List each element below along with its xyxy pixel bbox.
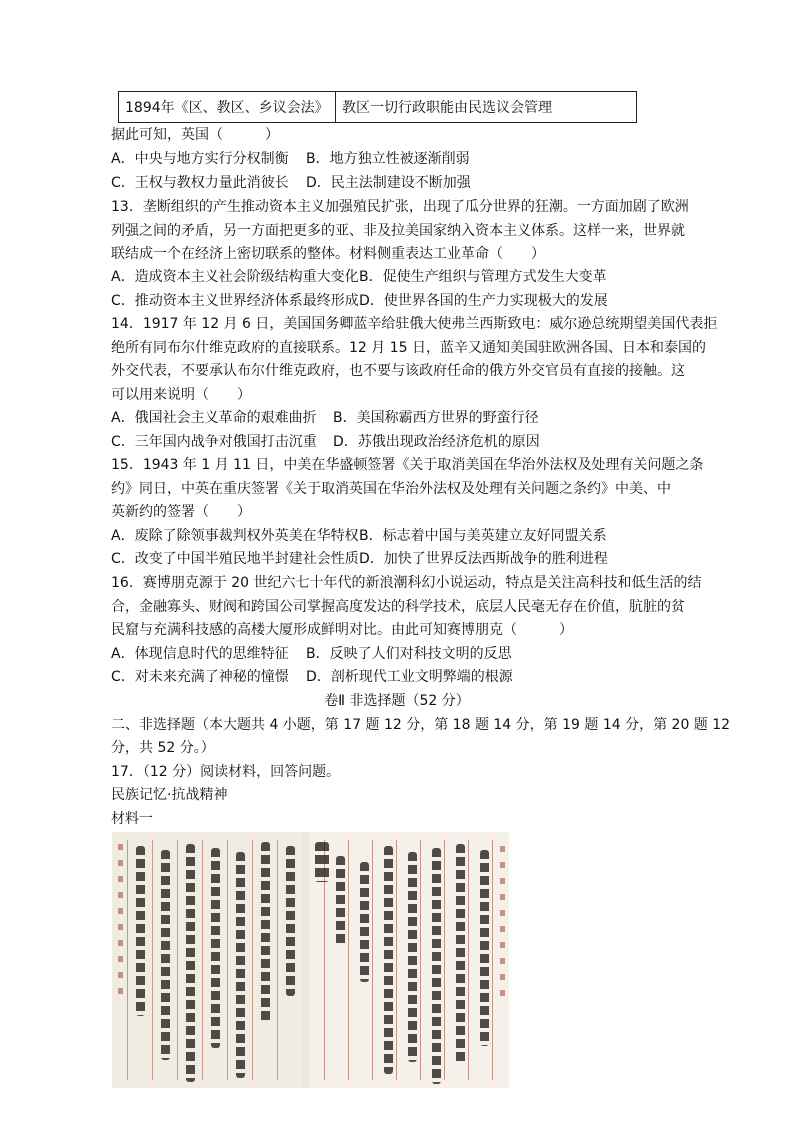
law-table xyxy=(118,91,637,123)
q14-option-c: C．三年国内战争对俄国打击沉重 xyxy=(111,434,317,450)
q12-option-a: A．中央与地方实行分权制衡 xyxy=(111,151,289,167)
q12-stem: 据此可知，英国（ ） xyxy=(111,127,279,143)
q14-line-3: 外交代表，不要承认布尔什维克政府，也不要与该政府任命的俄方外交官员有直接的接触。这 xyxy=(111,363,685,379)
q13-option-c: C．推动资本主义世界经济体系最终形成 xyxy=(111,293,359,309)
q16-option-d: D．剖析现代工业文明弊端的根源 xyxy=(306,669,513,685)
table-cell-effect: 教区一切行政职能由民选议会管理 xyxy=(342,100,552,116)
q16-option-c: C．对未来充满了神秘的憧憬 xyxy=(111,669,289,685)
q14-line-4: 可以用来说明（ ） xyxy=(111,387,251,403)
q14-option-b: B．美国称霸西方世界的野蛮行径 xyxy=(333,410,539,426)
q15-option-d: D．加快了世界反法西斯战争的胜利进程 xyxy=(359,551,608,567)
q13-line-3: 联结成一个在经济上密切联系的整体。材料侧重表达工业革命（ ） xyxy=(111,246,545,262)
q16-option-a: A．体现信息时代的思维特征 xyxy=(111,646,289,662)
part2-title: 卷Ⅱ 非选择题（52 分） xyxy=(324,693,470,709)
q15-option-c: C．改变了中国半殖民地半封建社会性质 xyxy=(111,551,359,567)
q15-line-1: 15．1943 年 1 月 11 日，中美在华盛顿签署《关于取消美国在华治外法权及处理有关问题之条 xyxy=(111,457,704,473)
part2-intro-line-2: 分，共 52 分。） xyxy=(111,740,215,756)
q15-option-b: B．标志着中国与美英建立友好同盟关系 xyxy=(359,528,607,544)
q14-option-d: D．苏俄出现政治经济危机的原因 xyxy=(333,434,540,450)
material-theme: 民族记忆·抗战精神 xyxy=(111,787,228,803)
part2-intro-line-1: 二、非选择题（本大题共 4 小题，第 17 题 12 分，第 18 题 14 分，第 19 题 14 分，第 20 题 12 xyxy=(111,717,731,733)
q12-option-c: C．王权与教权力量此消彼长 xyxy=(111,175,289,191)
q16-line-1: 16．赛博朋克源于 20 世纪六七十年代的新浪潮科幻小说运动，特点是关注高科技和低生活的结 xyxy=(111,575,702,591)
q16-line-3: 民窟与充满科技感的高楼大厦形成鲜明对比。由此可知赛博朋克（ ） xyxy=(111,622,573,638)
q13-option-a: A．造成资本主义社会阶级结构重大变化 xyxy=(111,269,359,285)
q16-line-2: 合，金融寡头、财阀和跨国公司掌握高度发达的科学技术，底层人民毫无存在价值，肮脏的贫 xyxy=(111,599,685,615)
q15-line-3: 英新约的签署（ ） xyxy=(111,504,251,520)
q12-option-b: B．地方独立性被逐渐削弱 xyxy=(306,151,470,167)
letter-page-right xyxy=(310,832,509,1088)
letter-page-left xyxy=(112,832,302,1088)
q17-stem: 17．（12 分）阅读材料，回答问题。 xyxy=(111,764,341,780)
q13-line-2: 列强之间的矛盾，另一方面把更多的亚、非及拉美国家纳入资本主义体系。这样一来，世界就 xyxy=(111,223,685,239)
historic-letters-image xyxy=(112,832,509,1088)
q14-line-1: 14．1917 年 12 月 6 日，美国国务卿蓝辛给驻俄大使弗兰西斯致电：威尔逊总统期望美国代表拒 xyxy=(111,316,718,332)
q14-line-2: 绝所有同布尔什维克政府的直接联系。12 月 15 日，蓝辛又通知美国驻欧洲各国、日本和泰国的 xyxy=(111,340,706,356)
q15-line-2: 约》同日，中英在重庆签署《关于取消英国在华治外法权及处理有关问题之条约》中美、中 xyxy=(111,481,671,497)
q13-option-d: D．使世界各国的生产力实现极大的发展 xyxy=(359,293,608,309)
material-label: 材料一 xyxy=(111,811,153,827)
q13-line-1: 13．垄断组织的产生推动资本主义加强殖民扩张，出现了瓜分世界的狂潮。一方面加剧了欧洲 xyxy=(111,199,689,215)
table-cell-law: 1894年《区、教区、乡议会法》 xyxy=(119,92,336,122)
q15-option-a: A．废除了除领事裁判权外英美在华特权 xyxy=(111,528,359,544)
q12-option-d: D．民主法制建设不断加强 xyxy=(306,175,471,191)
q14-option-a: A．俄国社会主义革命的艰难曲折 xyxy=(111,410,317,426)
q13-option-b: B．促使生产组织与管理方式发生大变革 xyxy=(359,269,607,285)
q16-option-b: B．反映了人们对科技文明的反思 xyxy=(306,646,512,662)
